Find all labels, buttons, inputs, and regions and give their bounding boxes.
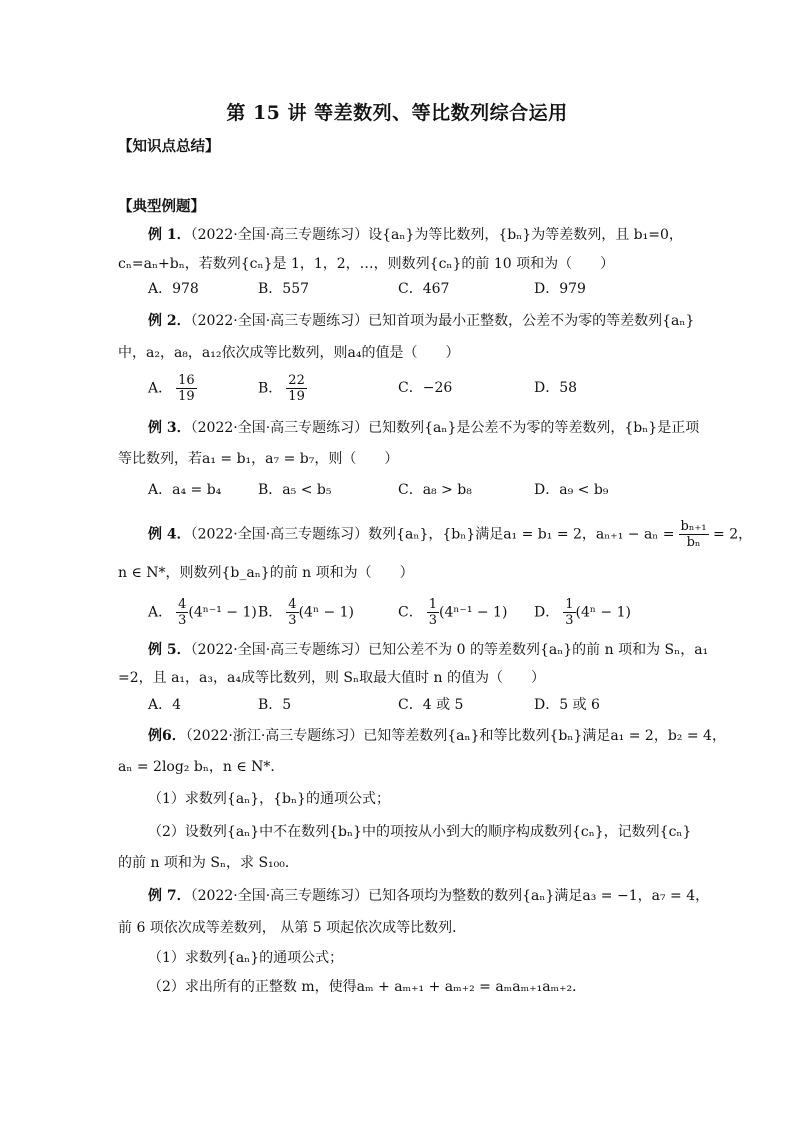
ex2-line1	[148, 311, 694, 331]
ex7-text1: （2022·全国·高三专题练习）已知各项均为整数的数列{aₙ}满足a₃ = −1，a₇ = 4，	[190, 888, 710, 904]
ex3-label: 例 3．	[148, 420, 191, 436]
ex6-text1: （2022·浙江·高三专题练习）已知等差数列{aₙ}和等比数列{bₙ}满足a₁ = 2，b₂ = 4，	[185, 728, 726, 744]
ex6-label: 例6．	[148, 728, 186, 744]
ex4-ratio-fraction: $\frac{\text{bₙ₊₁}}{\text{bₙ}}$	[680, 519, 707, 550]
ex4-label: 例 4．	[148, 526, 191, 543]
ex7-label: 例 7．	[148, 888, 191, 904]
ex1-option-d: D．979	[534, 281, 586, 297]
ex3-line2: 等比数列，若a₁ = b₁，a₇ = b₇，则（ ）	[118, 451, 399, 467]
ex4-text1b: = 2，	[713, 526, 753, 543]
ex2-option-d: D．58	[534, 380, 578, 396]
ex3-text1: （2022·全国·高三专题练习）已知数列{aₙ}是公差不为零的等差数列，{bₙ}是正项	[190, 420, 700, 436]
ex6-line1	[148, 726, 726, 746]
ex4-line1	[148, 519, 752, 550]
ex5-option-c: C．4 或 5	[398, 697, 464, 713]
ex3-option-c: C．a₈ > b₈	[398, 482, 472, 498]
ex1-line1	[148, 225, 683, 245]
ex6-question-2a: （2）设数列{aₙ}中不在数列{bₙ}中的项按从小到大的顺序构成数列{cₙ}，记数列{cₙ}	[148, 824, 692, 840]
ex4-option-a: A． $\frac{4}{3}$ (4ⁿ⁻¹ − 1)	[148, 597, 257, 628]
ex5-option-a: A．4	[148, 697, 182, 713]
ex2-option-a: A． $\frac{16}{19}$	[148, 373, 195, 404]
ex7-question-1: （1）求数列{aₙ}的通项公式；	[148, 950, 344, 966]
ex1-option-a: A．978	[148, 281, 199, 297]
ex7-question-2: （2）求出所有的正整数 m，使得aₘ + aₘ₊₁ + aₘ₊₂ = aₘaₘ₊₁aₘ₊₂．	[148, 979, 587, 995]
ex5-option-d: D．5 或 6	[534, 697, 600, 713]
ex3-option-b: B．a₅ < b₅	[258, 482, 332, 498]
ex4-line2: n ∈ N*，则数列{b_aₙ}的前 n 项和为（ ）	[118, 565, 414, 581]
ex2-option-a-fraction: $\frac{16}{19}$	[178, 373, 195, 404]
ex1-text1: （2022·全国·高三专题练习）设{aₙ}为等比数列，{bₙ}为等差数列，且 b₁=0，	[190, 227, 683, 243]
ex5-line1	[148, 640, 708, 660]
section-summary-heading: 【知识点总结】	[118, 138, 220, 155]
section-examples-heading: 【典型例题】	[118, 198, 205, 215]
ex6-question-2b: 的前 n 项和为 Sₙ，求 S₁₀₀．	[118, 855, 299, 871]
ex5-option-b: B．5	[258, 697, 292, 713]
ex4-text1: （2022·全国·高三专题练习）数列{aₙ}，{bₙ}满足a₁ = b₁ = 2，aₙ₊₁ − aₙ =	[190, 526, 675, 543]
ex3-option-d: D．a₉ < b₉	[534, 482, 609, 498]
ex5-label: 例 5．	[148, 642, 191, 658]
ex2-label: 例 2．	[148, 313, 191, 329]
ex5-line2: =2，且 a₁，a₃，a₄成等比数列，则 Sₙ取最大值时 n 的值为（ ）	[118, 670, 545, 686]
ex5-text1: （2022·全国·高三专题练习）已知公差不为 0 的等差数列{aₙ}的前 n 项和为 Sₙ，a₁	[190, 642, 709, 658]
ex2-line2: 中，a₂，a₈，a₁₂依次成等比数列，则a₄的值是（ ）	[118, 345, 460, 361]
ex7-line1	[148, 886, 709, 906]
ex4-option-d: D． $\frac{1}{3}$ (4ⁿ − 1)	[534, 597, 631, 628]
ex2-text1: （2022·全国·高三专题练习）已知首项为最小正整数，公差不为零的等差数列{aₙ}	[190, 313, 695, 329]
ex1-option-c: C．467	[398, 281, 450, 297]
ex4-option-b: B． $\frac{4}{3}$ (4ⁿ − 1)	[258, 597, 355, 628]
ex2-option-b-fraction: $\frac{22}{19}$	[288, 373, 305, 404]
ex1-option-b: B．557	[258, 281, 310, 297]
ex3-option-a: A．a₄ = b₄	[148, 482, 222, 498]
ex4-option-c: C． $\frac{1}{3}$ (4ⁿ⁻¹ − 1)	[398, 597, 508, 628]
ex1-label: 例 1．	[148, 227, 191, 243]
ex3-line1	[148, 418, 699, 438]
ex6-line2: aₙ = 2log₂ bₙ，n ∈ N*．	[118, 759, 285, 775]
ex2-option-c: C．−26	[398, 380, 453, 396]
ex7-line2: 前 6 项依次成等差数列， 从第 5 项起依次成等比数列．	[118, 920, 467, 936]
ex6-question-1: （1）求数列{aₙ}，{bₙ}的通项公式；	[148, 791, 390, 807]
page-title: 第 15 讲 等差数列、等比数列综合运用	[226, 102, 568, 124]
ex2-option-b: B． $\frac{22}{19}$	[258, 373, 305, 404]
ex1-line2: cₙ=aₙ+bₙ，若数列{cₙ}是 1，1，2，…，则数列{cₙ}的前 10 项和为（ ）	[118, 256, 615, 272]
